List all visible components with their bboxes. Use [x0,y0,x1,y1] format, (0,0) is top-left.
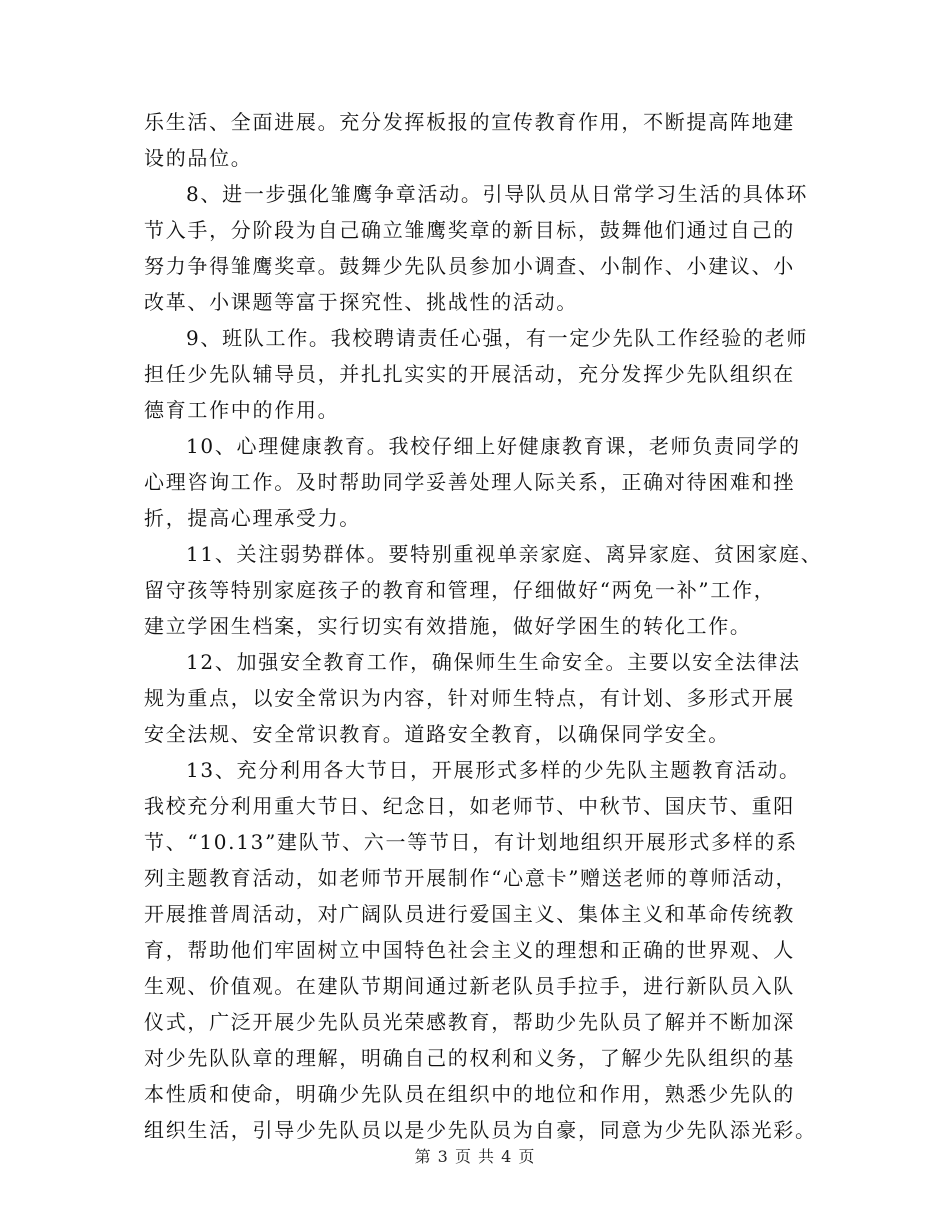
text-line: 设的品位。 [144,146,253,170]
paragraph-start-line: 10、心理健康教育。我校仔细上好健康教育课，老师负责同学的 [186,434,801,458]
text-line: 心理咨询工作。及时帮助同学妥善处理人际关系，正确对待困难和挫 [144,470,795,494]
text-line: 德育工作中的作用。 [144,398,340,422]
paragraph-start-line: 12、加强安全教育工作，确保师生生命安全。主要以安全法律法 [186,650,801,674]
paragraph-start-line: 13、充分利用各大节日，开展形式多样的少先队主题教育活动。 [186,758,801,782]
page-number: 第 3 页 共 4 页 [414,1147,536,1166]
text-line: 生观、价值观。在建队节期间通过新老队员手拉手，进行新队员入队 [144,974,795,998]
text-line: 我校充分利用重大节日、纪念日，如老师节、中秋节、国庆节、重阳 [144,794,795,818]
text-line: 规为重点，以安全常识为内容，针对师生特点，有计划、多形式开展 [144,686,795,710]
text-line: 担任少先队辅导员，并扎扎实实的开展活动，充分发挥少先队组织在 [144,362,795,386]
text-line: 节、“10.13”建队节、六一等节日，有计划地组织开展形式多样的系 [144,830,798,854]
document-body [144,104,823,1148]
text-line: 仪式，广泛开展少先队员光荣感教育，帮助少先队员了解并不断加深 [144,1010,795,1034]
text-line: 组织生活，引导少先队员以是少先队员为自豪，同意为少先队添光彩。 [144,1118,817,1142]
text-line: 建立学困生档案，实行切实有效措施，做好学困生的转化工作。 [144,614,752,638]
text-line: 本性质和使命，明确少先队员在组织中的地位和作用，熟悉少先队的 [144,1082,795,1106]
paragraph-start-line: 8、进一步强化雏鹰争章活动。引导队员从日常学习生活的具体环 [186,182,809,206]
text-line: 节入手，分阶段为自己确立雏鹰奖章的新目标，鼓舞他们通过自己的 [144,218,795,242]
text-line: 育，帮助他们牢固树立中国特色社会主义的理想和正确的世界观、人 [144,938,795,962]
text-line: 开展推普周活动，对广阔队员进行爱国主义、集体主义和革命传统教 [144,902,795,926]
text-line: 改革、小课题等富于探究性、挑战性的活动。 [144,290,578,314]
text-line: 乐生活、全面进展。充分发挥板报的宣传教育作用，不断提高阵地建 [144,110,795,134]
text-line: 留守孩等特别家庭孩子的教育和管理，仔细做好“两免一补”工作， [144,578,776,602]
text-line: 安全法规、安全常识教育。道路安全教育，以确保同学安全。 [144,722,730,746]
text-line: 折，提高心理承受力。 [144,506,361,530]
paragraph-start-line: 11、关注弱势群体。要特别重视单亲家庭、离异家庭、贫困家庭、 [186,542,823,566]
text-line: 对少先队队章的理解，明确自己的权利和义务，了解少先队组织的基 [144,1046,795,1070]
text-line: 列主题教育活动，如老师节开展制作“心意卡”赠送老师的尊师活动， [144,866,798,890]
paragraph-start-line: 9、班队工作。我校聘请责任心强，有一定少先队工作经验的老师 [186,326,809,350]
text-line: 努力争得雏鹰奖章。鼓舞少先队员参加小调查、小制作、小建议、小 [144,254,795,278]
